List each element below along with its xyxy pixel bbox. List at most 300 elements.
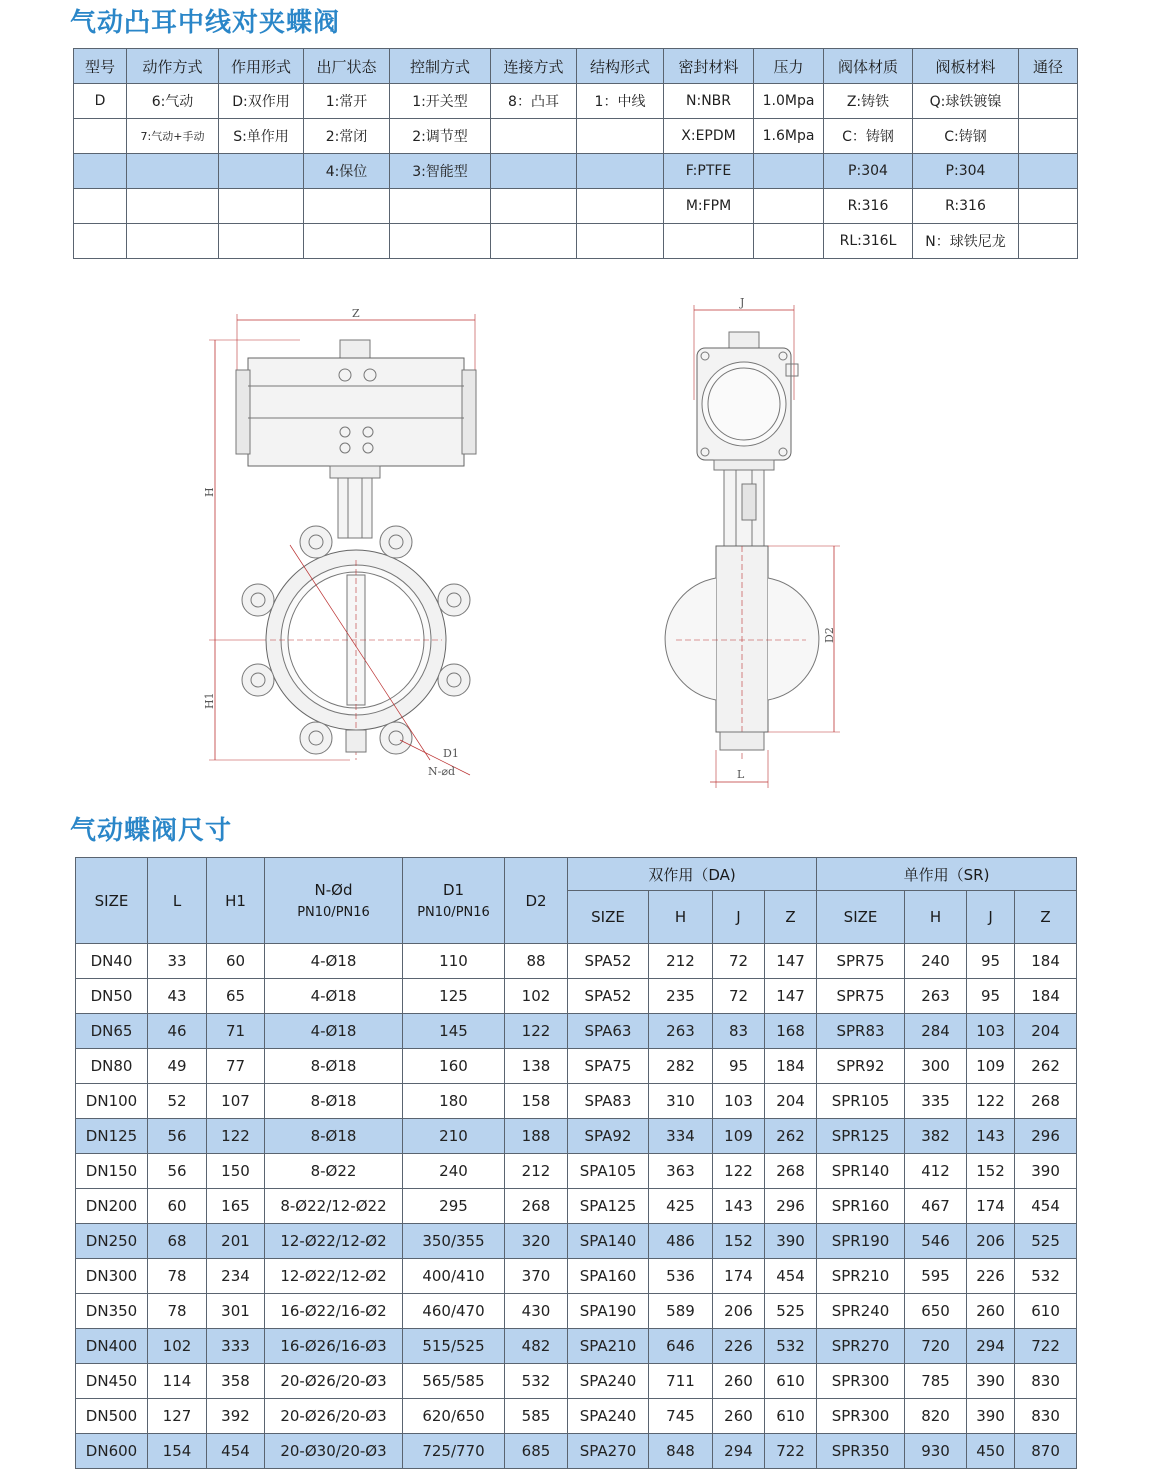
table-cell: 722 — [765, 1434, 817, 1469]
table-row — [76, 1154, 1077, 1189]
table-cell: 268 — [1015, 1084, 1077, 1119]
code-table-cell: F:PTFE — [664, 154, 754, 189]
code-header-cell: 作用形式 — [219, 49, 304, 84]
dimension-table — [75, 857, 1077, 1469]
table-cell: 20-Ø30/20-Ø3 — [265, 1434, 403, 1469]
table-cell: SPA105 — [568, 1154, 649, 1189]
table-cell: SPR300 — [817, 1364, 905, 1399]
table-cell: 565/585 — [403, 1364, 505, 1399]
table-cell: 145 — [403, 1014, 505, 1049]
table-cell: DN50 — [76, 979, 148, 1014]
table-cell: 320 — [505, 1224, 568, 1259]
table-cell: SPA240 — [568, 1399, 649, 1434]
code-table-row — [74, 154, 1078, 189]
table-cell: DN100 — [76, 1084, 148, 1119]
code-table-cell: 1:常开 — [304, 84, 390, 119]
table-cell: 820 — [905, 1399, 967, 1434]
table-cell: 263 — [649, 1014, 713, 1049]
code-table-cell — [74, 154, 127, 189]
code-table-cell — [390, 224, 491, 259]
table-cell: 206 — [967, 1224, 1015, 1259]
table-cell: 589 — [649, 1294, 713, 1329]
code-table-cell — [1019, 189, 1078, 224]
table-cell: 16-Ø26/16-Ø3 — [265, 1329, 403, 1364]
table-row — [76, 1364, 1077, 1399]
code-table-cell: 1.6Mpa — [754, 119, 824, 154]
table-cell: 515/525 — [403, 1329, 505, 1364]
code-table-cell — [1019, 154, 1078, 189]
code-table-cell — [74, 119, 127, 154]
col-d1 — [403, 858, 505, 944]
table-cell: 16-Ø22/16-Ø2 — [265, 1294, 403, 1329]
col-size: SIZE — [76, 858, 148, 944]
table-cell: 150 — [207, 1154, 265, 1189]
code-table-cell: 2:常闭 — [304, 119, 390, 154]
table-cell: SPR140 — [817, 1154, 905, 1189]
code-table-cell — [577, 189, 664, 224]
table-cell: 546 — [905, 1224, 967, 1259]
col-da-size: SIZE — [568, 891, 649, 944]
table-cell: 56 — [148, 1154, 207, 1189]
code-table-cell — [74, 189, 127, 224]
dim-header-row-1 — [76, 858, 1077, 891]
table-row — [76, 1399, 1077, 1434]
table-cell: 358 — [207, 1364, 265, 1399]
table-cell: 745 — [649, 1399, 713, 1434]
table-cell: 147 — [765, 944, 817, 979]
table-cell: 95 — [967, 944, 1015, 979]
table-cell: 610 — [765, 1399, 817, 1434]
table-cell: SPA52 — [568, 979, 649, 1014]
table-cell: 454 — [765, 1259, 817, 1294]
table-cell: 204 — [765, 1084, 817, 1119]
col-da-h: H — [649, 891, 713, 944]
table-cell: 460/470 — [403, 1294, 505, 1329]
table-cell: 268 — [505, 1189, 568, 1224]
table-cell: 201 — [207, 1224, 265, 1259]
table-cell: 20-Ø26/20-Ø3 — [265, 1399, 403, 1434]
table-cell: 160 — [403, 1049, 505, 1084]
table-cell: 95 — [967, 979, 1015, 1014]
table-cell: 138 — [505, 1049, 568, 1084]
table-cell: 262 — [1015, 1049, 1077, 1084]
table-cell: SPR270 — [817, 1329, 905, 1364]
table-cell: 260 — [713, 1364, 765, 1399]
col-sr-h: H — [905, 891, 967, 944]
table-cell: SPR125 — [817, 1119, 905, 1154]
label-z: Z — [352, 307, 360, 320]
code-header-cell: 出厂状态 — [304, 49, 390, 84]
table-cell: 240 — [905, 944, 967, 979]
table-cell: 532 — [765, 1329, 817, 1364]
table-cell: 68 — [148, 1224, 207, 1259]
code-table-cell: S:单作用 — [219, 119, 304, 154]
code-table-cell: D:双作用 — [219, 84, 304, 119]
code-header-cell: 通径 — [1019, 49, 1078, 84]
table-cell: DN65 — [76, 1014, 148, 1049]
code-table-cell: R:316 — [824, 189, 913, 224]
code-header-cell: 阀板材料 — [913, 49, 1019, 84]
code-table-cell — [304, 224, 390, 259]
table-cell: 382 — [905, 1119, 967, 1154]
table-cell: 125 — [403, 979, 505, 1014]
table-cell: 60 — [207, 944, 265, 979]
table-cell: SPR350 — [817, 1434, 905, 1469]
code-table-cell — [127, 189, 219, 224]
table-cell: 425 — [649, 1189, 713, 1224]
side-view — [665, 305, 840, 788]
table-cell: 412 — [905, 1154, 967, 1189]
code-header-cell: 型号 — [74, 49, 127, 84]
col-d1-sub: PN10/PN16 — [417, 905, 490, 920]
table-cell: 310 — [649, 1084, 713, 1119]
code-table-cell: Z:铸铁 — [824, 84, 913, 119]
table-cell: 226 — [967, 1259, 1015, 1294]
table-cell: 8-Ø18 — [265, 1084, 403, 1119]
table-cell: DN150 — [76, 1154, 148, 1189]
code-table-cell: N:NBR — [664, 84, 754, 119]
table-row — [76, 1049, 1077, 1084]
code-header-cell: 控制方式 — [390, 49, 491, 84]
table-cell: 263 — [905, 979, 967, 1014]
code-table-cell: 7:气动+手动 — [127, 119, 219, 154]
table-cell: 294 — [967, 1329, 1015, 1364]
table-cell: 71 — [207, 1014, 265, 1049]
table-cell: 301 — [207, 1294, 265, 1329]
table-cell: 363 — [649, 1154, 713, 1189]
group-single-acting: 单作用（SR) — [817, 858, 1077, 891]
table-cell: DN300 — [76, 1259, 148, 1294]
table-cell: 72 — [713, 944, 765, 979]
table-cell: 392 — [207, 1399, 265, 1434]
table-cell: 296 — [1015, 1119, 1077, 1154]
table-cell: 210 — [403, 1119, 505, 1154]
table-row — [76, 1189, 1077, 1224]
code-table-row — [74, 189, 1078, 224]
table-cell: 204 — [1015, 1014, 1077, 1049]
code-table-cell — [577, 154, 664, 189]
table-cell: 646 — [649, 1329, 713, 1364]
group-double-acting: 双作用（DA) — [568, 858, 817, 891]
table-cell: 848 — [649, 1434, 713, 1469]
code-table-row — [74, 84, 1078, 119]
table-cell: 212 — [505, 1154, 568, 1189]
table-cell: 620/650 — [403, 1399, 505, 1434]
table-cell: SPA160 — [568, 1259, 649, 1294]
table-cell: 295 — [403, 1189, 505, 1224]
table-cell: 168 — [765, 1014, 817, 1049]
table-cell: 78 — [148, 1294, 207, 1329]
page-title-model-code: 气动凸耳中线对夹蝶阀 — [70, 8, 341, 38]
table-cell: DN80 — [76, 1049, 148, 1084]
table-cell: 390 — [967, 1399, 1015, 1434]
table-cell: SPA240 — [568, 1364, 649, 1399]
table-cell: 174 — [967, 1189, 1015, 1224]
code-table-cell: 1:开关型 — [390, 84, 491, 119]
table-cell: 720 — [905, 1329, 967, 1364]
table-row — [76, 1259, 1077, 1294]
table-cell: 722 — [1015, 1329, 1077, 1364]
table-cell: 20-Ø26/20-Ø3 — [265, 1364, 403, 1399]
code-table-cell: M:FPM — [664, 189, 754, 224]
col-sr-z: Z — [1015, 891, 1077, 944]
table-cell: SPA75 — [568, 1049, 649, 1084]
table-row — [76, 1084, 1077, 1119]
table-cell: SPA63 — [568, 1014, 649, 1049]
table-cell: 107 — [207, 1084, 265, 1119]
table-cell: 262 — [765, 1119, 817, 1154]
code-table-cell: R:316 — [913, 189, 1019, 224]
table-cell: 240 — [403, 1154, 505, 1189]
table-cell: 212 — [649, 944, 713, 979]
table-cell: 260 — [713, 1399, 765, 1434]
table-cell: 165 — [207, 1189, 265, 1224]
table-cell: 154 — [148, 1434, 207, 1469]
table-cell: 114 — [148, 1364, 207, 1399]
code-table-cell — [577, 224, 664, 259]
table-cell: 725/770 — [403, 1434, 505, 1469]
code-header-cell: 动作方式 — [127, 49, 219, 84]
table-cell: 46 — [148, 1014, 207, 1049]
table-cell: 122 — [207, 1119, 265, 1154]
table-cell: 284 — [905, 1014, 967, 1049]
table-cell: DN600 — [76, 1434, 148, 1469]
col-da-z: Z — [765, 891, 817, 944]
label-j: J — [740, 296, 745, 309]
table-cell: 4-Ø18 — [265, 979, 403, 1014]
code-table-cell: 3:智能型 — [390, 154, 491, 189]
table-cell: 400/410 — [403, 1259, 505, 1294]
table-cell: 4-Ø18 — [265, 944, 403, 979]
table-cell: 525 — [765, 1294, 817, 1329]
table-cell: 95 — [713, 1049, 765, 1084]
table-cell: 610 — [1015, 1294, 1077, 1329]
label-l: L — [737, 768, 745, 781]
table-cell: 60 — [148, 1189, 207, 1224]
table-cell: 234 — [207, 1259, 265, 1294]
code-table-cell — [1019, 119, 1078, 154]
table-cell: 77 — [207, 1049, 265, 1084]
code-table-cell: P:304 — [824, 154, 913, 189]
table-cell: 88 — [505, 944, 568, 979]
table-cell: 102 — [505, 979, 568, 1014]
table-cell: 450 — [967, 1434, 1015, 1469]
table-cell: 184 — [765, 1049, 817, 1084]
table-cell: 110 — [403, 944, 505, 979]
table-cell: 350/355 — [403, 1224, 505, 1259]
code-table-row — [74, 224, 1078, 259]
table-cell: 206 — [713, 1294, 765, 1329]
table-cell: 300 — [905, 1049, 967, 1084]
table-cell: 454 — [207, 1434, 265, 1469]
table-cell: 226 — [713, 1329, 765, 1364]
table-cell: 294 — [713, 1434, 765, 1469]
table-cell: 370 — [505, 1259, 568, 1294]
table-cell: 12-Ø22/12-Ø2 — [265, 1224, 403, 1259]
table-cell: 711 — [649, 1364, 713, 1399]
table-row — [76, 979, 1077, 1014]
table-cell: 8-Ø18 — [265, 1119, 403, 1154]
table-cell: SPA210 — [568, 1329, 649, 1364]
code-table-cell — [577, 119, 664, 154]
table-cell: 152 — [967, 1154, 1015, 1189]
label-nd: N-⌀d — [428, 765, 456, 778]
table-cell: 143 — [713, 1189, 765, 1224]
table-cell: SPR210 — [817, 1259, 905, 1294]
code-table-cell: X:EPDM — [664, 119, 754, 154]
table-cell: 335 — [905, 1084, 967, 1119]
table-cell: 486 — [649, 1224, 713, 1259]
code-table-cell — [1019, 224, 1078, 259]
table-cell: DN250 — [76, 1224, 148, 1259]
page-title-dimensions: 气动蝶阀尺寸 — [70, 816, 233, 846]
table-cell: 785 — [905, 1364, 967, 1399]
table-cell: DN400 — [76, 1329, 148, 1364]
table-cell: 180 — [403, 1084, 505, 1119]
label-d2: D2 — [823, 627, 836, 643]
table-cell: DN500 — [76, 1399, 148, 1434]
table-cell: 152 — [713, 1224, 765, 1259]
table-cell: 122 — [505, 1014, 568, 1049]
code-table-cell: C：铸钢 — [824, 119, 913, 154]
code-header-cell: 连接方式 — [491, 49, 577, 84]
table-cell: 147 — [765, 979, 817, 1014]
table-cell: 870 — [1015, 1434, 1077, 1469]
code-table-cell — [390, 189, 491, 224]
table-cell: 390 — [967, 1364, 1015, 1399]
table-cell: 43 — [148, 979, 207, 1014]
table-cell: 482 — [505, 1329, 568, 1364]
label-h1: H1 — [203, 692, 216, 709]
table-cell: SPA190 — [568, 1294, 649, 1329]
table-cell: 103 — [967, 1014, 1015, 1049]
code-table-cell — [754, 189, 824, 224]
table-cell: SPR105 — [817, 1084, 905, 1119]
code-table-cell — [74, 224, 127, 259]
table-cell: SPR75 — [817, 944, 905, 979]
table-cell: 454 — [1015, 1189, 1077, 1224]
code-table-cell: P:304 — [913, 154, 1019, 189]
table-cell: SPA140 — [568, 1224, 649, 1259]
table-cell: 390 — [1015, 1154, 1077, 1189]
col-d2: D2 — [505, 858, 568, 944]
table-cell: 532 — [505, 1364, 568, 1399]
table-cell: 585 — [505, 1399, 568, 1434]
col-sr-size: SIZE — [817, 891, 905, 944]
table-cell: SPR75 — [817, 979, 905, 1014]
code-table-cell: 1.0Mpa — [754, 84, 824, 119]
table-cell: 268 — [765, 1154, 817, 1189]
table-cell: SPR300 — [817, 1399, 905, 1434]
table-cell: 235 — [649, 979, 713, 1014]
table-cell: 333 — [207, 1329, 265, 1364]
label-d1: D1 — [443, 747, 459, 760]
table-cell: 122 — [967, 1084, 1015, 1119]
code-header-cell: 结构形式 — [577, 49, 664, 84]
code-table-cell: 4:保位 — [304, 154, 390, 189]
code-table-cell — [219, 224, 304, 259]
col-l: L — [148, 858, 207, 944]
code-table-cell — [219, 189, 304, 224]
table-cell: 610 — [765, 1364, 817, 1399]
code-table-cell — [491, 224, 577, 259]
col-da-j: J — [713, 891, 765, 944]
table-row — [76, 1329, 1077, 1364]
code-table-cell — [491, 119, 577, 154]
table-cell: DN40 — [76, 944, 148, 979]
table-cell: 830 — [1015, 1399, 1077, 1434]
model-code-table — [73, 48, 1078, 259]
code-header-cell: 密封材料 — [664, 49, 754, 84]
table-row — [76, 1119, 1077, 1154]
table-cell: 282 — [649, 1049, 713, 1084]
table-cell: DN200 — [76, 1189, 148, 1224]
table-cell: 260 — [967, 1294, 1015, 1329]
table-cell: 8-Ø22/12-Ø22 — [265, 1189, 403, 1224]
table-cell: SPR92 — [817, 1049, 905, 1084]
table-cell: 33 — [148, 944, 207, 979]
code-table-cell: Q:球铁镀镍 — [913, 84, 1019, 119]
code-table-cell — [219, 154, 304, 189]
table-cell: DN125 — [76, 1119, 148, 1154]
front-view — [209, 314, 476, 775]
table-cell: 8-Ø22 — [265, 1154, 403, 1189]
table-cell: 109 — [967, 1049, 1015, 1084]
code-table-cell — [127, 154, 219, 189]
table-cell: 109 — [713, 1119, 765, 1154]
table-cell: 334 — [649, 1119, 713, 1154]
table-cell: 49 — [148, 1049, 207, 1084]
col-nd-sub: PN10/PN16 — [297, 905, 370, 920]
table-cell: 184 — [1015, 979, 1077, 1014]
col-nd-title: N-Ød — [314, 881, 353, 899]
code-header-cell: 阀体材质 — [824, 49, 913, 84]
code-table-cell: 2:调节型 — [390, 119, 491, 154]
col-nd — [265, 858, 403, 944]
table-row — [76, 1014, 1077, 1049]
table-cell: 122 — [713, 1154, 765, 1189]
col-sr-j: J — [967, 891, 1015, 944]
table-cell: SPR190 — [817, 1224, 905, 1259]
table-cell: 143 — [967, 1119, 1015, 1154]
table-cell: 56 — [148, 1119, 207, 1154]
table-cell: SPA83 — [568, 1084, 649, 1119]
table-cell: 52 — [148, 1084, 207, 1119]
table-cell: 188 — [505, 1119, 568, 1154]
table-cell: 184 — [1015, 944, 1077, 979]
table-cell: 830 — [1015, 1364, 1077, 1399]
table-cell: 174 — [713, 1259, 765, 1294]
table-cell: 650 — [905, 1294, 967, 1329]
table-cell: SPR160 — [817, 1189, 905, 1224]
label-h: H — [203, 487, 216, 497]
code-table-cell: RL:316L — [824, 224, 913, 259]
table-cell: 72 — [713, 979, 765, 1014]
table-cell: 930 — [905, 1434, 967, 1469]
table-cell: SPA125 — [568, 1189, 649, 1224]
table-cell: 8-Ø18 — [265, 1049, 403, 1084]
code-table-cell: 1：中线 — [577, 84, 664, 119]
table-cell: 103 — [713, 1084, 765, 1119]
code-table-header-row — [74, 49, 1078, 84]
table-cell: 430 — [505, 1294, 568, 1329]
table-cell: 467 — [905, 1189, 967, 1224]
table-cell: 158 — [505, 1084, 568, 1119]
code-table-cell — [754, 224, 824, 259]
table-cell: 532 — [1015, 1259, 1077, 1294]
code-table-cell — [127, 224, 219, 259]
table-row — [76, 1224, 1077, 1259]
